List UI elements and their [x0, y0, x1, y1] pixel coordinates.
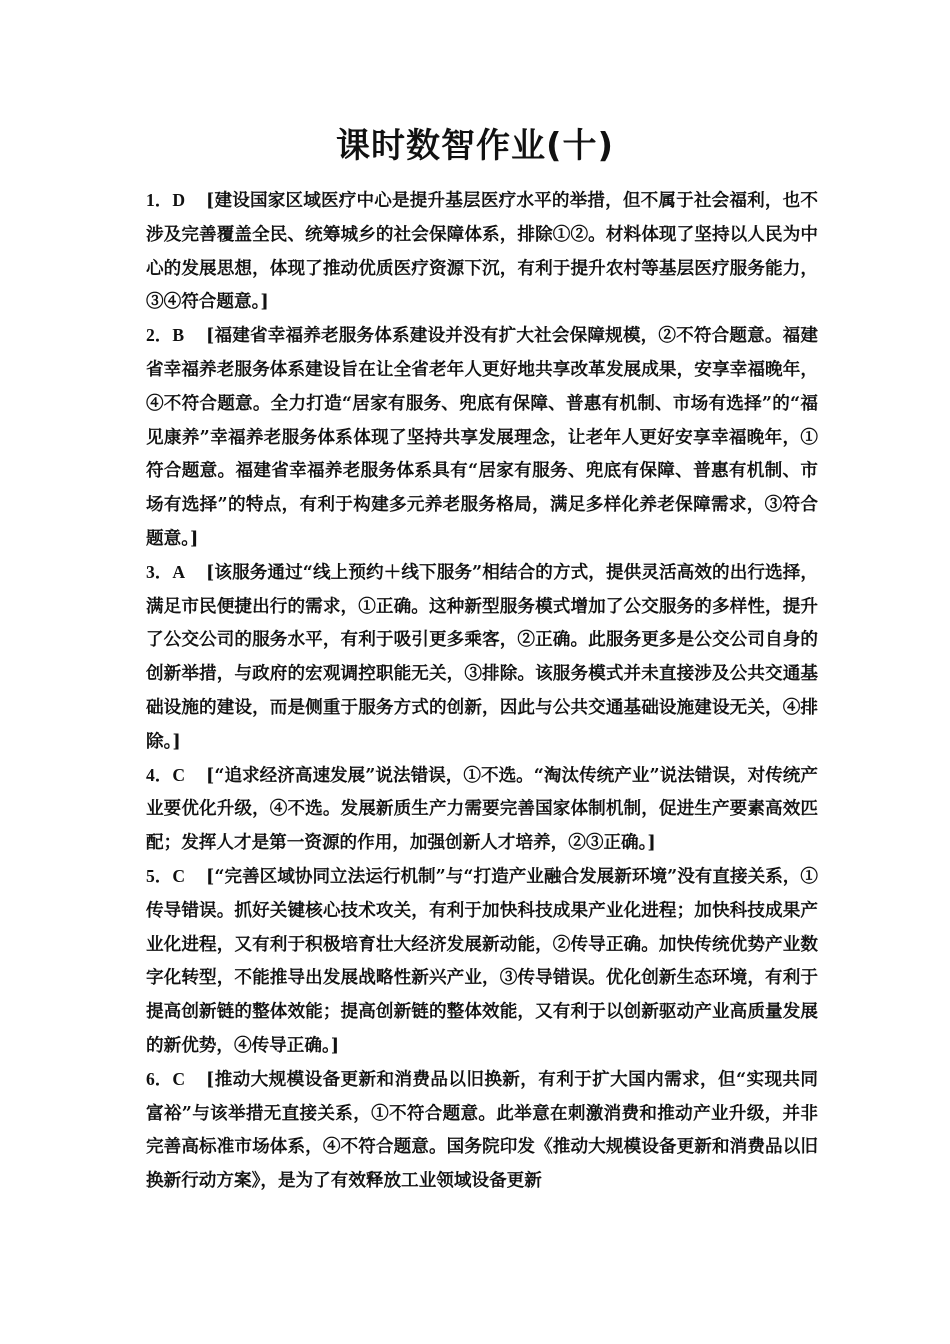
answer-explanation: [福建省幸福养老服务体系建设并没有扩大社会保障规模，②不符合题意。福建省幸福养老服务体系建设旨在让全省老年人更好地共享改革发展成果，安享幸福晚年，④不符合题意。全力打造“居家有服务、兜底有保障、普惠有机制、市场有选择”的“福见康养”幸福养老服务体系体现了坚持共享发展理念，让老年人更好安享幸福晚年，①符合题意。福建省幸福养老服务体系具有“居家有服务、兜底有保障、普惠有机制、市场有选择”的特点，有利于构建多元养老服务格局，满足多样化养老保障需求，③符合题意。]	[146, 325, 818, 549]
answer-number: 1．D	[146, 190, 186, 210]
answer-choice: B	[172, 325, 185, 346]
answer-item-4	[146, 759, 818, 860]
answer-number: 3．A	[146, 561, 186, 582]
answer-item-2	[146, 319, 818, 556]
answer-list	[146, 184, 818, 1198]
answer-choice: D	[172, 190, 186, 210]
answer-explanation: [“完善区域协同立法运行机制”与“打造产业融合发展新环境”没有直接关系，①传导错误。抓好关键核心技术攻关，有利于加快科技成果产业化进程；加快科技成果产业化进程，又有利于积极培育壮大经济发展新动能，②传导正确。加快传统优势产业数字化转型，不能推导出发展战略性新兴产业，③传导错误。优化创新生态环境，有利于提高创新链的整体效能；提高创新链的整体效能，又有利于以创新驱动产业高质量发展的新优势，④传导正确。]	[146, 865, 818, 1056]
answer-number: 4．C	[146, 764, 186, 785]
answer-explanation: [推动大规模设备更新和消费品以旧换新，有利于扩大国内需求，但“实现共同富裕”与该举措无直接关系，①不符合题意。此举意在刺激消费和推动产业升级，并非完善高标准市场体系，④不符合题意。国务院印发《推动大规模设备更新和消费品以旧换新行动方案》，是为了有效释放工业领域设备更新	[146, 1068, 818, 1192]
answer-number: 5．C	[146, 865, 186, 886]
answer-choice: A	[172, 561, 186, 582]
answer-number: 6．C	[146, 1068, 186, 1089]
answer-explanation: [建设国家区域医疗中心是提升基层医疗水平的举措，但不属于社会福利，也不涉及完善覆盖全民、统筹城乡的社会保障体系，排除①②。材料体现了坚持以人民为中心的发展思想，体现了推动优质医疗资源下沉，有利于提升农村等基层医疗服务能力，③④符合题意。]	[146, 190, 818, 313]
answer-explanation: [该服务通过“线上预约＋线下服务”相结合的方式，提供灵活高效的出行选择，满足市民便捷出行的需求，①正确。这种新型服务模式增加了公交服务的多样性，提升了公交公司的服务水平，有利于吸引更多乘客，②正确。此服务更多是公交公司自身的创新举措，与政府的宏观调控职能无关，③排除。该服务模式并未直接涉及公共交通基础设施的建设，而是侧重于服务方式的创新，因此与公共交通基础设施建设无关，④排除。]	[146, 561, 818, 752]
answer-item-6	[146, 1063, 818, 1198]
answer-item-1	[146, 184, 818, 319]
answer-explanation: [“追求经济高速发展”说法错误，①不选。“淘汰传统产业”说法错误，对传统产业要优化升级，④不选。发展新质生产力需要完善国家体制机制，促进生产要素高效匹配；发挥人才是第一资源的作用，加强创新人才培养，②③正确。]	[146, 764, 818, 854]
answer-item-3	[146, 556, 818, 759]
answer-choice: C	[172, 764, 186, 785]
answer-item-5	[146, 860, 818, 1063]
answer-choice: C	[172, 865, 186, 886]
page-title: 课时数智作业(十)	[335, 126, 615, 166]
answer-number: 2．B	[146, 325, 185, 346]
answer-choice: C	[172, 1068, 186, 1089]
